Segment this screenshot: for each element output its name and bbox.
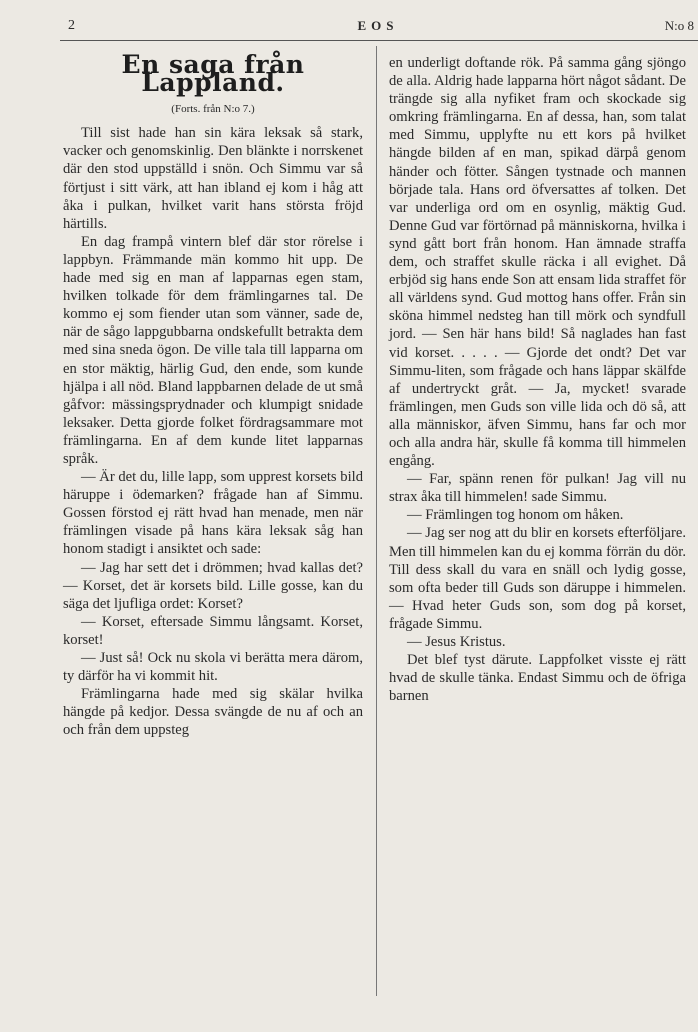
article-title: En saga från Lappland. (121, 50, 305, 98)
left-column (63, 50, 363, 739)
paragraph: Det blef tyst därute. Lappfolket visste ej rätt hvad de skulle tänka. Endast Simmu och de öfriga barnen (389, 652, 686, 705)
paragraph: Främlingarna hade med sig skälar hvilka hängde på kedjor. Dessa svängde de nu af och an och från dem uppsteg (63, 686, 363, 739)
column-divider (376, 46, 377, 996)
right-column (389, 54, 686, 705)
journal-name: EOS (357, 18, 399, 33)
page-header (62, 16, 694, 38)
issue-number: N:o 8 (664, 18, 694, 33)
paragraph: — Jag ser nog att du blir en korsets efterföljare. Men till himmelen kan du ej komma förrän du dör. Till dess skall du vara en snäll och lydig gosse, som ofta beder till Guds son däruppe i himmelen. — Hvad heter Guds son, som dog på korset, frågade Simmu. (389, 525, 686, 632)
paragraph: — Jesus Kristus. (407, 634, 506, 650)
header-rule (60, 40, 698, 41)
paragraph: — Far, spänn renen för pulkan! Jag vill nu strax åka till himmelen! sade Simmu. (389, 471, 686, 506)
paragraph: — Främlingen tog honom om håken. (407, 507, 624, 524)
article-subtitle: (Forts. från N:o 7.) (171, 103, 255, 116)
paragraph: — Är det du, lille lapp, som upprest korsets bild häruppe i ödemarken? frågade han af Simmu. Gossen förstod ej rätt hvad han menade, men när främlingen visade på hans kära leksak såg han honom stadigt i ansiktet och sade: (63, 469, 363, 558)
paragraph: — Jag har sett det i drömmen; hvad kallas det? — Korset, det är korsets bild. Lille gosse, kan du säga det ljufliga ordet: Korset? (63, 559, 363, 612)
paragraph: en underligt doftande rök. På samma gång sjöngo de alla. Aldrig hade lapparna hört något sådant. De trängde sig alla nyfiket fram och skockade sig omkring främlingarna. En af dessa, han, som talat med Simmu, upplyfte nu ett kors på hvilket hängde bilden af en man, spikad därpå genom händer och fötter. Sången tystnade och mannen började tala. Hans ord öfversattes af tolken. Det var underliga ord om en osynlig, mäktig Gud. Denne Gud var förtörnad på människorna, hvilka i synd gått bort från honom. Han ämnade straffa dem, och straffet skulle räcka i all evighet. Då erbjöd sig hans ende Son att ensam lida straffet för all världens synd. Gud mottog hans offer. Från sin sköna himmel nedsteg han till mörk och syndfull jord. — Sen här hans bild! Så naglades han fast vid korset. . . . . — Gjorde det ondt? Det var Simmu-liten, som frågade och hans läppar skälfde af undertryckt gråt. — Ja, mycket! svarade främlingen, men Guds son ville lida och dö så, att alla människor, äfven Simmu, hans far och mor och alla andra här, skulle få komma till himmelen engång. (389, 55, 686, 470)
paragraph: — Just så! Ock nu skola vi berätta mera därom, ty därför ha vi kommit hit. (63, 650, 363, 685)
paragraph: — Korset, eftersade Simmu långsamt. Korset, korset! (63, 613, 363, 648)
paragraph: En dag frampå vintern blef där stor rörelse i lappbyn. Främmande män kommo hit upp. De hade med sig en man af lapparnas egen stam, hvilken tolkade för dem främlingarnes tal. De kommo ej som fiender utan som vänner, sade de, när de sågo lappgubbarna ondskefullt betrakta dem med sina sneda ögon. De ville tala till lapparna om en stor mäktig, härlig Gud, den ende, som kunde hjälpa i all nöd. Bland lappbarnen delade de ut små gåfvor: mässingsprydnader och klumpigt snidade leksaker. Detta gjorde folket fördragsammare mot främlingarna. En af dem kunde litet lapparnas språk. (63, 233, 363, 467)
page-number: 2 (68, 18, 75, 33)
paragraph: Till sist hade han sin kära leksak så stark, vacker och genomskinlig. Den blänkte i norrskenet där den stod uppställd i snön. Och Simmu var så förtjust i sitt värk, att han ibland ej kom i håg att åka i pulkan, hvilket varit hans största fröjd härtills. (63, 125, 363, 232)
